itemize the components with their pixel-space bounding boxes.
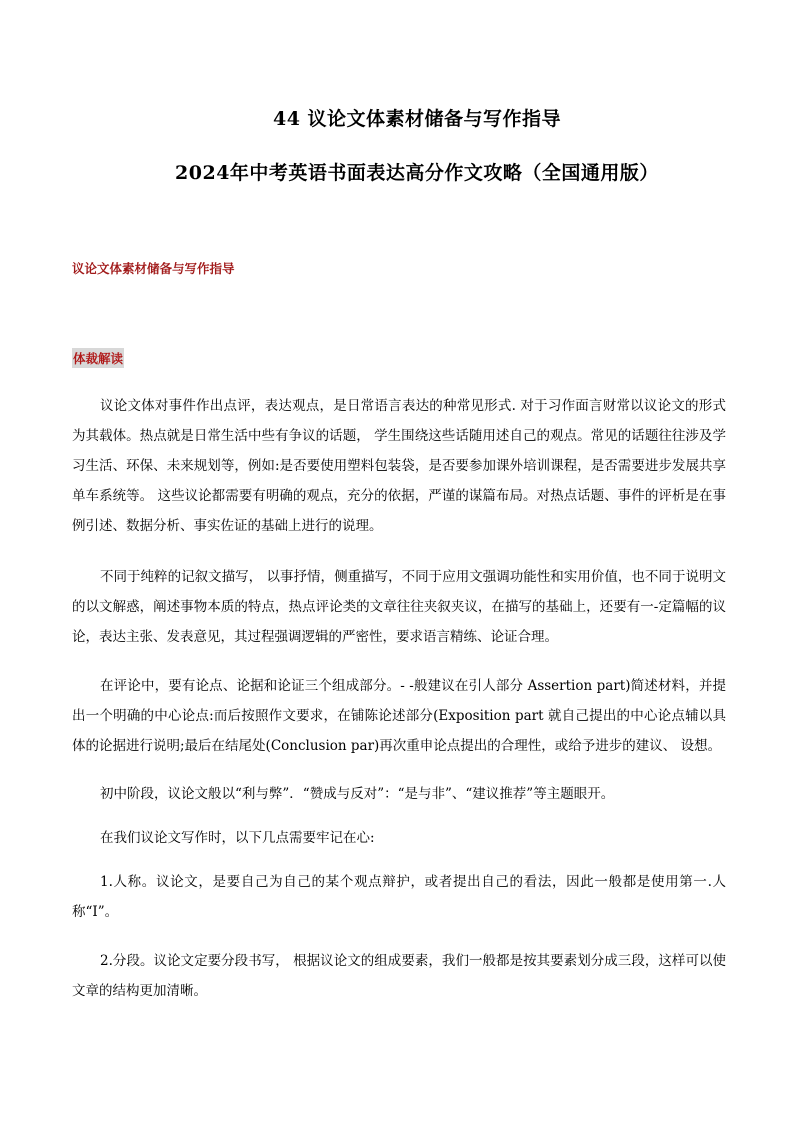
paragraph-topics: 初中阶段，议论文般以“利与弊”．“赞成与反对”：“是与非”、“建议推荐”等主题眼开。 bbox=[100, 786, 615, 802]
paragraph-structure: 在评论中，要有论点、论据和论证三个组成部分。- -般建议在引人部分 Assertion part)简述材料，并提出一个明确的中心论点:而后按照作文要求，在铺陈论述部分(Exposition part 就自己提出的中心论点辅以具体的论据进行说明;最后在结尾处(Conclusion par)再次重申论点提出的合理性，或给予进步的建议、 设想。 bbox=[72, 678, 726, 754]
document-title: 44 议论文体素材储备与写作指导 bbox=[272, 108, 562, 130]
document-subtitle: 2024年中考英语书面表达高分作文攻略（全国通用版） bbox=[175, 162, 659, 184]
paragraph-tips-intro: 在我们议论文写作时，以下几点需要牢记在心: bbox=[100, 830, 375, 846]
genre-analysis-tag: 体裁解读 bbox=[72, 348, 124, 368]
paragraph-tip-person: 1.人称。议论文，是要自己为自己的某个观点辩护，或者提出自己的看法，因此一般都是使用第一.人称“I”。 bbox=[72, 874, 726, 920]
paragraph-intro: 议论文体对事件作出点评，表达观点，是日常语言表达的种常见形式. 对于习作面言财常以议论文的形式为其载体。热点就是日常生活中些有争议的话题， 学生围绕这些话随用述自己的观点。常见的话题往往涉及学习生活、环保、未来规划等，例如:是否要使用塑料包装袋，是否要参加课外培训课程，是否需要进步发展共享单车系统等。 这些议论都需要有明确的观点，充分的依据，严谨的谋篇布局。对热点话题、事件的评析是在事例引述、数据分析、事实佐证的基础上进行的说理。 bbox=[72, 398, 726, 534]
paragraph-comparison: 不同于纯粹的记叙文描写， 以事抒情，侧重描写，不同于应用文强调功能性和实用价值，也不同于说明文的以文解惑，阐述事物本质的特点，热点评论类的文章往往夹叙夹议，在描写的基础上，还要有一-定篇幅的议论，表达主张、发表意见，其过程强调逻辑的严密性，要求语言精练、论证合理。 bbox=[72, 569, 726, 645]
paragraph-tip-paragraphing: 2.分段。议论文定要分段书写， 根据议论文的组成要素，我们一般都是按其要素划分成三段，这样可以使文章的结构更加清晰。 bbox=[72, 953, 726, 999]
section-heading: 议论文体素材储备与写作指导 bbox=[72, 261, 235, 276]
